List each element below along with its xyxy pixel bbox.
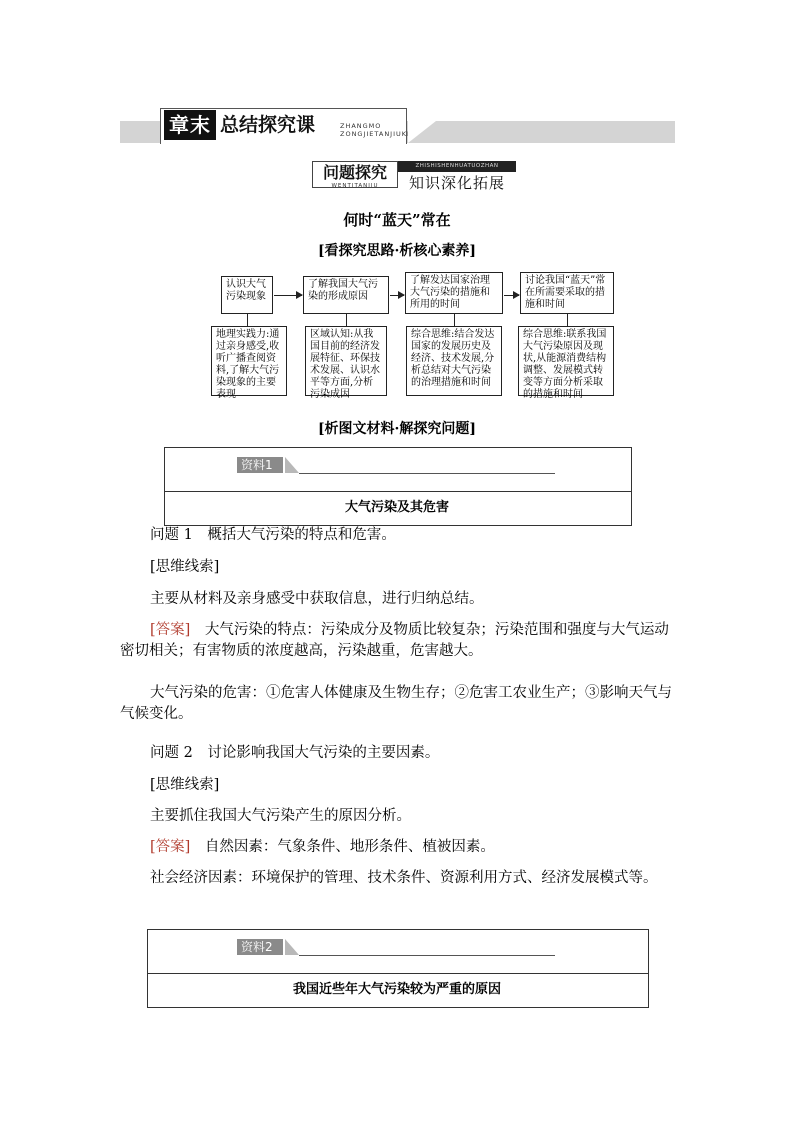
q2-clue: 主要抓住我国大气污染产生的原因分析。 [150,808,411,824]
page-title: 何时“蓝天”常在 [343,211,451,229]
chapter-pinyin: ZHANGMO ZONGJIETANJIUKE [340,122,413,138]
flow-connector-3 [454,314,455,326]
question-1: 问题 1 概括大气污染的特点和危害。 [150,527,396,543]
chapter-title: 总结探究课 [220,114,316,136]
material-2-divider [148,973,648,974]
material-2-label-tail [285,939,299,955]
flow-step-2: 了解我国大气污染的形成原因 [303,276,389,314]
chapter-label: 章末 [164,110,216,140]
section-title-right: 知识深化拓展 [408,174,505,192]
q1-answer-2: 大气污染的危害：①危害人体健康及生物生存；②危害工农业生产；③影响天气与气候变化。 [120,685,672,722]
section-pinyin-strip: ZHISHISHENHUATUOZHAN [398,161,516,172]
flow-arrow-1 [274,295,302,296]
flow-literacy-4: 综合思维:联系我国大气污染原因及现状,从能源消费结构调整、发展模式转变等方面分析采取的措施和时间 [518,326,614,396]
q1-clue-label: [思维线索] [150,559,220,575]
q2-clue-label: [思维线索] [150,777,220,793]
material-2-label: 资料2 [237,939,283,955]
q1-answer-label: [答案] [150,622,191,638]
flow-literacy-2: 区域认知:从我国目前的经济发展特征、环保技术发展、认识水平等方面,分析污染成因 [305,326,387,396]
flow-connector-2 [346,314,347,326]
material-1-line [299,473,555,474]
q1-answer-1: [答案] 大气污染的特点：污染成分及物质比较复杂；污染范围和强度与大气运动密切相关；有害物质的浓度越高，污染越重，危害越大。 [120,622,669,659]
flow-arrow-3 [504,295,519,296]
subtitle-thinking-path: [看探究思路·析核心素养] [317,243,477,259]
material-1-divider [165,491,631,492]
flow-literacy-3: 综合思维:结合发达国家的发展历史及经济、技术发展,分析总结对大气污染的治理措施和时间 [406,326,502,396]
material-1-title: 大气污染及其危害 [344,500,449,515]
flow-step-1: 认识大气污染现象 [221,276,273,314]
material-2-line [299,955,555,956]
section-left-pinyin: WENTITANJIU [331,183,379,189]
section-title-left: 问题探究 [312,161,398,188]
q1-clue: 主要从材料及亲身感受中获取信息，进行归纳总结。 [150,591,484,607]
question-2: 问题 2 讨论影响我国大气污染的主要因素。 [150,745,440,761]
q2-answer-label: [答案] [150,839,191,855]
q2-answer-2: 社会经济因素：环境保护的管理、技术条件、资源利用方式、经济发展模式等。 [150,870,658,886]
material-1-label: 资料1 [237,457,283,473]
flow-step-4: 讨论我国“蓝天”常在所需要采取的措施和时间 [520,272,614,314]
banner-wedge [408,121,436,143]
material-1-label-tail [285,457,299,473]
flow-step-3: 了解发达国家治理大气污染的措施和所用的时间 [405,272,503,314]
q2-answer-1: [答案] 自然因素：气象条件、地形条件、植被因素。 [150,839,495,855]
flow-connector-4 [567,314,568,326]
flow-arrow-2 [390,295,404,296]
flow-connector-1 [247,314,248,326]
material-2-title: 我国近些年大气污染较为严重的原因 [292,982,501,997]
subtitle-analyze-materials: [析图文材料·解探究问题] [317,421,477,437]
flow-literacy-1: 地理实践力:通过亲身感受,收听广播查阅资料,了解大气污染现象的主要表现 [211,326,287,396]
